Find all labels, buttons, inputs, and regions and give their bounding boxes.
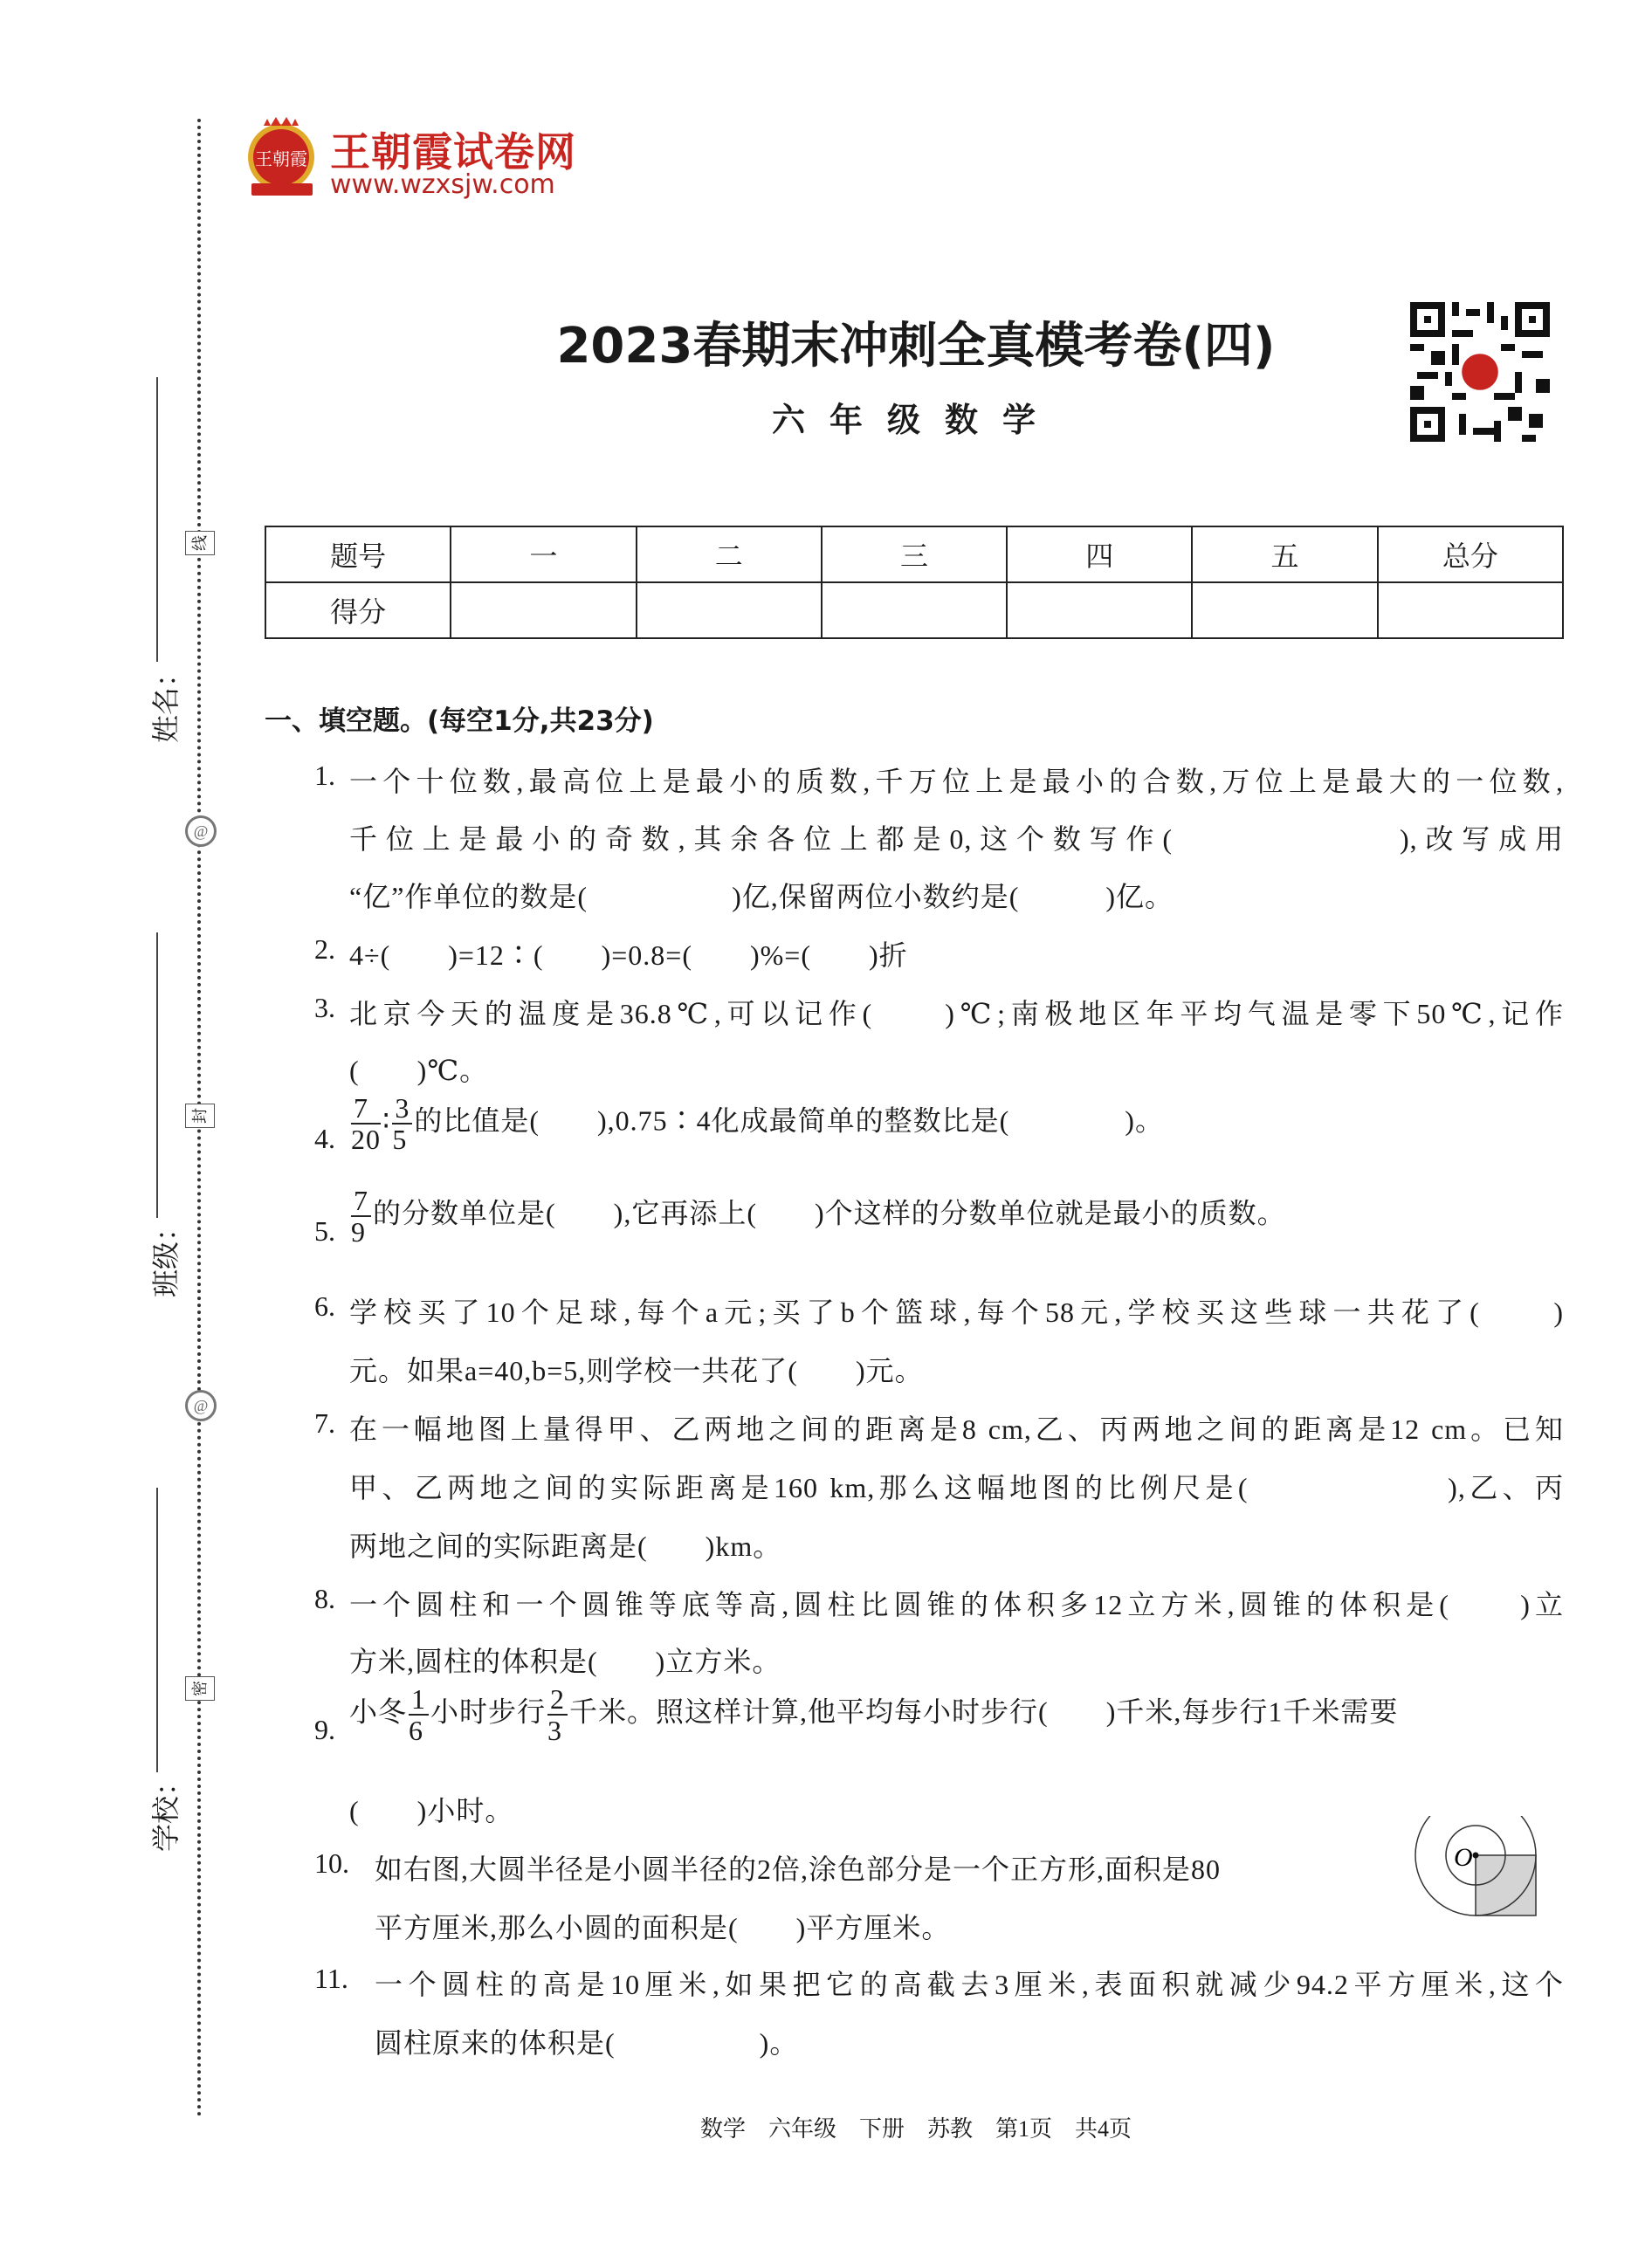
question-number: 4. <box>314 1123 335 1154</box>
numerator: 1 <box>409 1684 429 1716</box>
question-text <box>349 1093 1564 1154</box>
question-text: 一个十位数,最高位上是最小的质数,千万位上是最小的合数,万位上是最大的一位数, <box>349 766 1564 797</box>
question-text-part: 的分数单位是( ),它再添上( )个这样的分数单位就是最小的质数。 <box>373 1197 1286 1229</box>
score-label-cell: 得分 <box>265 582 451 638</box>
header-cell: 五 <box>1192 526 1377 582</box>
class-label: 班级： <box>149 1213 183 1298</box>
question-text <box>349 1186 1564 1247</box>
question-text: 甲、乙两地之间的实际距离是160 km,那么这幅地图的比例尺是( ),乙、丙 <box>349 1472 1564 1503</box>
question-text: 一个圆柱的高是10厘米,如果把它的高截去3厘米,表面积就减少94.2平方厘米,这个 <box>375 1969 1564 2000</box>
question-number: 5. <box>314 1215 335 1247</box>
header-cell: 总分 <box>1378 526 1563 582</box>
numerator: 2 <box>547 1684 568 1716</box>
question-text-part: 千米。照这样计算,他平均每小时步行( )千米,每步行1千米需要 <box>569 1695 1399 1728</box>
denominator: 5 <box>392 1124 408 1155</box>
page-title: 2023春期末冲刺全真模考卷(四) <box>556 318 1276 375</box>
cut-mark-line: 线 <box>185 531 215 555</box>
denominator: 6 <box>409 1715 424 1746</box>
question-text: 千位上是最小的奇数,其余各位上都是0,这个数写作( ),改写成用 <box>349 823 1564 855</box>
circle-square-figure <box>1410 1816 1541 1947</box>
fraction <box>547 1684 568 1745</box>
question-text: 圆柱原来的体积是( )。 <box>375 2027 799 2059</box>
question-text: 如右图,大圆半径是小圆半径的2倍,涂色部分是一个正方形,面积是80 <box>375 1854 1222 1885</box>
numerator: 7 <box>351 1093 381 1124</box>
score-cell[interactable] <box>1007 582 1192 638</box>
fraction <box>351 1093 381 1154</box>
fraction <box>392 1093 412 1154</box>
cut-mark-seal: 封 <box>185 1104 215 1128</box>
school-label: 学校： <box>149 1767 183 1853</box>
question-text: 一个圆柱和一个圆锥等底等高,圆柱比圆锥的体积多12立方米,圆锥的体积是( )立 <box>349 1589 1564 1620</box>
question-number: 6. <box>314 1290 335 1322</box>
question-text: 元。如果a=40,b=5,则学校一共花了( )元。 <box>349 1355 924 1386</box>
header-cell: 三 <box>822 526 1007 582</box>
header-cell: 四 <box>1007 526 1192 582</box>
page-footer: 数学 六年级 下册 苏教 第1页 共4页 <box>699 2116 1132 2142</box>
denominator: 9 <box>351 1216 366 1248</box>
question-number: 10. <box>314 1847 349 1879</box>
table-row <box>265 582 1563 638</box>
swirl-icon: @ <box>185 815 217 847</box>
name-label: 姓名： <box>149 658 183 744</box>
class-underline <box>156 932 158 1218</box>
section-heading: 一、填空题。(每空1分,共23分) <box>265 705 654 737</box>
question-number: 9. <box>314 1714 335 1745</box>
header-cell: 二 <box>637 526 822 582</box>
question-text-part: 小时步行 <box>430 1695 547 1728</box>
brand-logo <box>244 117 594 208</box>
header-cell: 题号 <box>265 526 451 582</box>
question-number: 8. <box>314 1583 335 1614</box>
question-text: 在一幅地图上量得甲、乙两地之间的距离是8 cm,乙、丙两地之间的距离是12 cm。已知 <box>349 1413 1564 1445</box>
question-number: 11. <box>314 1963 348 1994</box>
question-text: 两地之间的实际距离是( )km。 <box>349 1530 782 1562</box>
score-cell[interactable] <box>637 582 822 638</box>
question-number: 1. <box>314 760 335 791</box>
question-text: 平方厘米,那么小圆的面积是( )平方厘米。 <box>375 1912 951 1943</box>
score-cell[interactable] <box>822 582 1007 638</box>
denominator: 3 <box>547 1715 563 1746</box>
numerator: 3 <box>392 1093 412 1124</box>
fraction <box>351 1186 371 1247</box>
score-cell[interactable] <box>1378 582 1563 638</box>
page-subtitle: 六年级数学 <box>771 401 1060 439</box>
center-label: O <box>1454 1843 1473 1872</box>
question-number: 3. <box>314 992 335 1023</box>
question-text: 4÷( )=12∶( )=0.8=( )%=( )折 <box>349 939 908 971</box>
question-text: ( )℃。 <box>349 1055 489 1086</box>
question-text: 北京今天的温度是36.8℃,可以记作( )℃;南极地区年平均气温是零下50℃,记作 <box>349 998 1564 1029</box>
question-number: 2. <box>314 933 335 965</box>
table-row <box>265 526 1563 582</box>
question-number: 7. <box>314 1407 335 1439</box>
brand-name: 王朝霞试卷网 <box>330 128 576 175</box>
score-cell[interactable] <box>1192 582 1377 638</box>
question-text-part: 的比值是( ),0.75∶4化成最简单的整数比是( )。 <box>414 1104 1164 1137</box>
brand-url[interactable]: www.wzxsjw.com <box>330 169 555 200</box>
question-text: 学校买了10个足球,每个a元;买了b个篮球,每个58元,学校买这些球一共花了( ) <box>349 1296 1564 1328</box>
numerator: 7 <box>351 1186 371 1217</box>
colon: ∶ <box>382 1104 391 1137</box>
school-underline <box>156 1488 158 1772</box>
question-text: ( )小时。 <box>349 1795 514 1826</box>
score-table <box>265 526 1564 639</box>
denominator: 20 <box>351 1124 381 1155</box>
question-text-part: 小冬 <box>349 1695 408 1728</box>
fraction <box>409 1684 429 1745</box>
question-text <box>349 1684 1564 1745</box>
cut-mark-secret: 密 <box>185 1676 215 1701</box>
header-cell: 一 <box>451 526 636 582</box>
svg-text:王朝霞: 王朝霞 <box>255 148 307 169</box>
question-text: “亿”作单位的数是( )亿,保留两位小数约是( )亿。 <box>349 881 1174 912</box>
score-cell[interactable] <box>451 582 636 638</box>
swirl-icon: @ <box>185 1390 217 1421</box>
badge-icon <box>244 117 318 199</box>
question-text: 方米,圆柱的体积是( )立方米。 <box>349 1646 781 1677</box>
qr-code-icon[interactable] <box>1410 302 1550 442</box>
